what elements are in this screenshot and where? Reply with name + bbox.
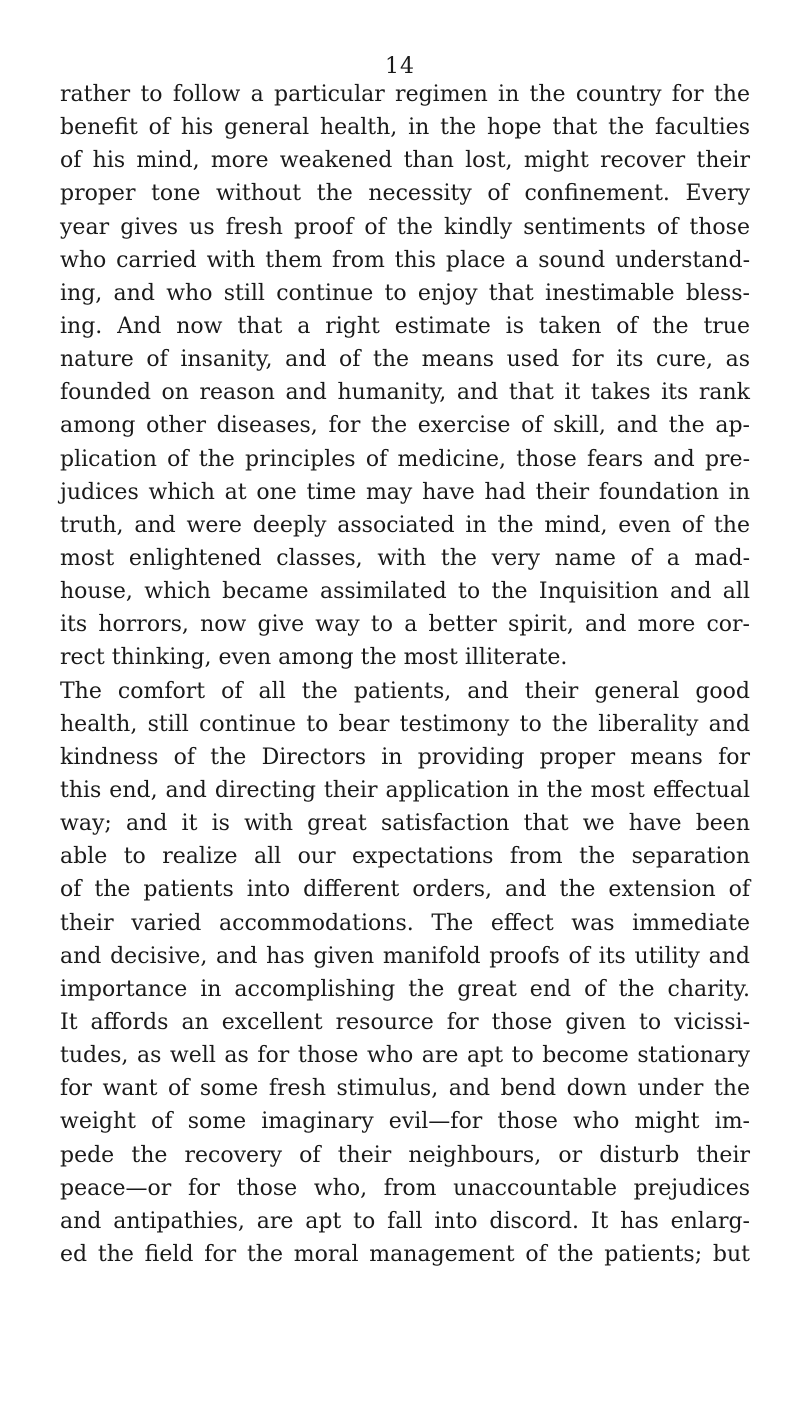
text-line: ing, and who still continue to enjoy that inestimable bless- xyxy=(60,280,750,306)
text-line: ed the field for the moral management of the patients; but xyxy=(60,1241,750,1267)
text-line: rather to follow a particular regimen in the country for the xyxy=(60,82,750,107)
text-line: for want of some fresh stimulus, and bend down under the xyxy=(60,1076,750,1102)
text-line: house, which became assimilated to the Inquisition and all xyxy=(60,579,750,605)
text-line: benefit of his general health, in the hope that the faculties xyxy=(60,115,750,141)
text-line: judices which at one time may have had their foundation in xyxy=(60,479,750,505)
text-line: proper tone without the necessity of confinement. Every xyxy=(60,181,750,207)
text-line: and decisive, and has given manifold proofs of its utility and xyxy=(60,943,750,969)
text-line: weight of some imaginary evil—for those who might im- xyxy=(60,1109,750,1135)
text-line: among other diseases, for the exercise of skill, and the ap- xyxy=(60,413,750,439)
text-line: health, still continue to bear testimony to the liberality and xyxy=(60,711,750,737)
text-line: who carried with them from this place a sound understand- xyxy=(60,247,750,273)
text-line: founded on reason and humanity, and that it takes its rank xyxy=(60,380,750,406)
text-line: year gives us fresh proof of the kindly sentiments of those xyxy=(60,214,750,240)
text-line-paragraph-end: rect thinking, even among the most illiterate. xyxy=(60,645,568,671)
text-line: their varied accommodations. The effect was immediate xyxy=(60,910,750,936)
text-line: way; and it is with great satisfaction that we have been xyxy=(60,811,750,837)
page-number: 14 xyxy=(385,54,415,79)
text-line: this end, and directing their application in the most effectual xyxy=(60,777,750,803)
text-line: truth, and were deeply associated in the mind, even of the xyxy=(60,512,750,538)
text-line: of his mind, more weakened than lost, might recover their xyxy=(60,148,750,174)
text-line: importance in accomplishing the great end of the charity. xyxy=(60,976,750,1002)
text-line: able to realize all our expectations from the separation xyxy=(60,844,750,870)
text-line: peace—or for those who, from unaccountable prejudices xyxy=(60,1175,750,1201)
text-line: plication of the principles of medicine, those fears and pre- xyxy=(60,446,750,472)
text-line: most enlightened classes, with the very name of a mad- xyxy=(60,545,750,571)
text-line: kindness of the Directors in providing proper means for xyxy=(60,744,750,770)
text-line: tudes, as well as for those who are apt to become stationary xyxy=(60,1043,750,1069)
text-line: ing. And now that a right estimate is taken of the true xyxy=(60,313,750,339)
text-line: its horrors, now give way to a better spirit, and more cor- xyxy=(60,612,750,638)
text-line: nature of insanity, and of the means used for its cure, as xyxy=(60,347,750,373)
text-line: of the patients into different orders, and the extension of xyxy=(60,877,750,903)
text-line: and antipathies, are apt to fall into discord. It has enlarg- xyxy=(60,1208,750,1234)
body-text xyxy=(60,78,750,1271)
text-line-paragraph-start: The comfort of all the patients, and their general good xyxy=(60,678,750,704)
text-line: It affords an excellent resource for those given to vicissi- xyxy=(60,1009,750,1035)
text-line: pede the recovery of their neighbours, or disturb their xyxy=(60,1142,750,1168)
